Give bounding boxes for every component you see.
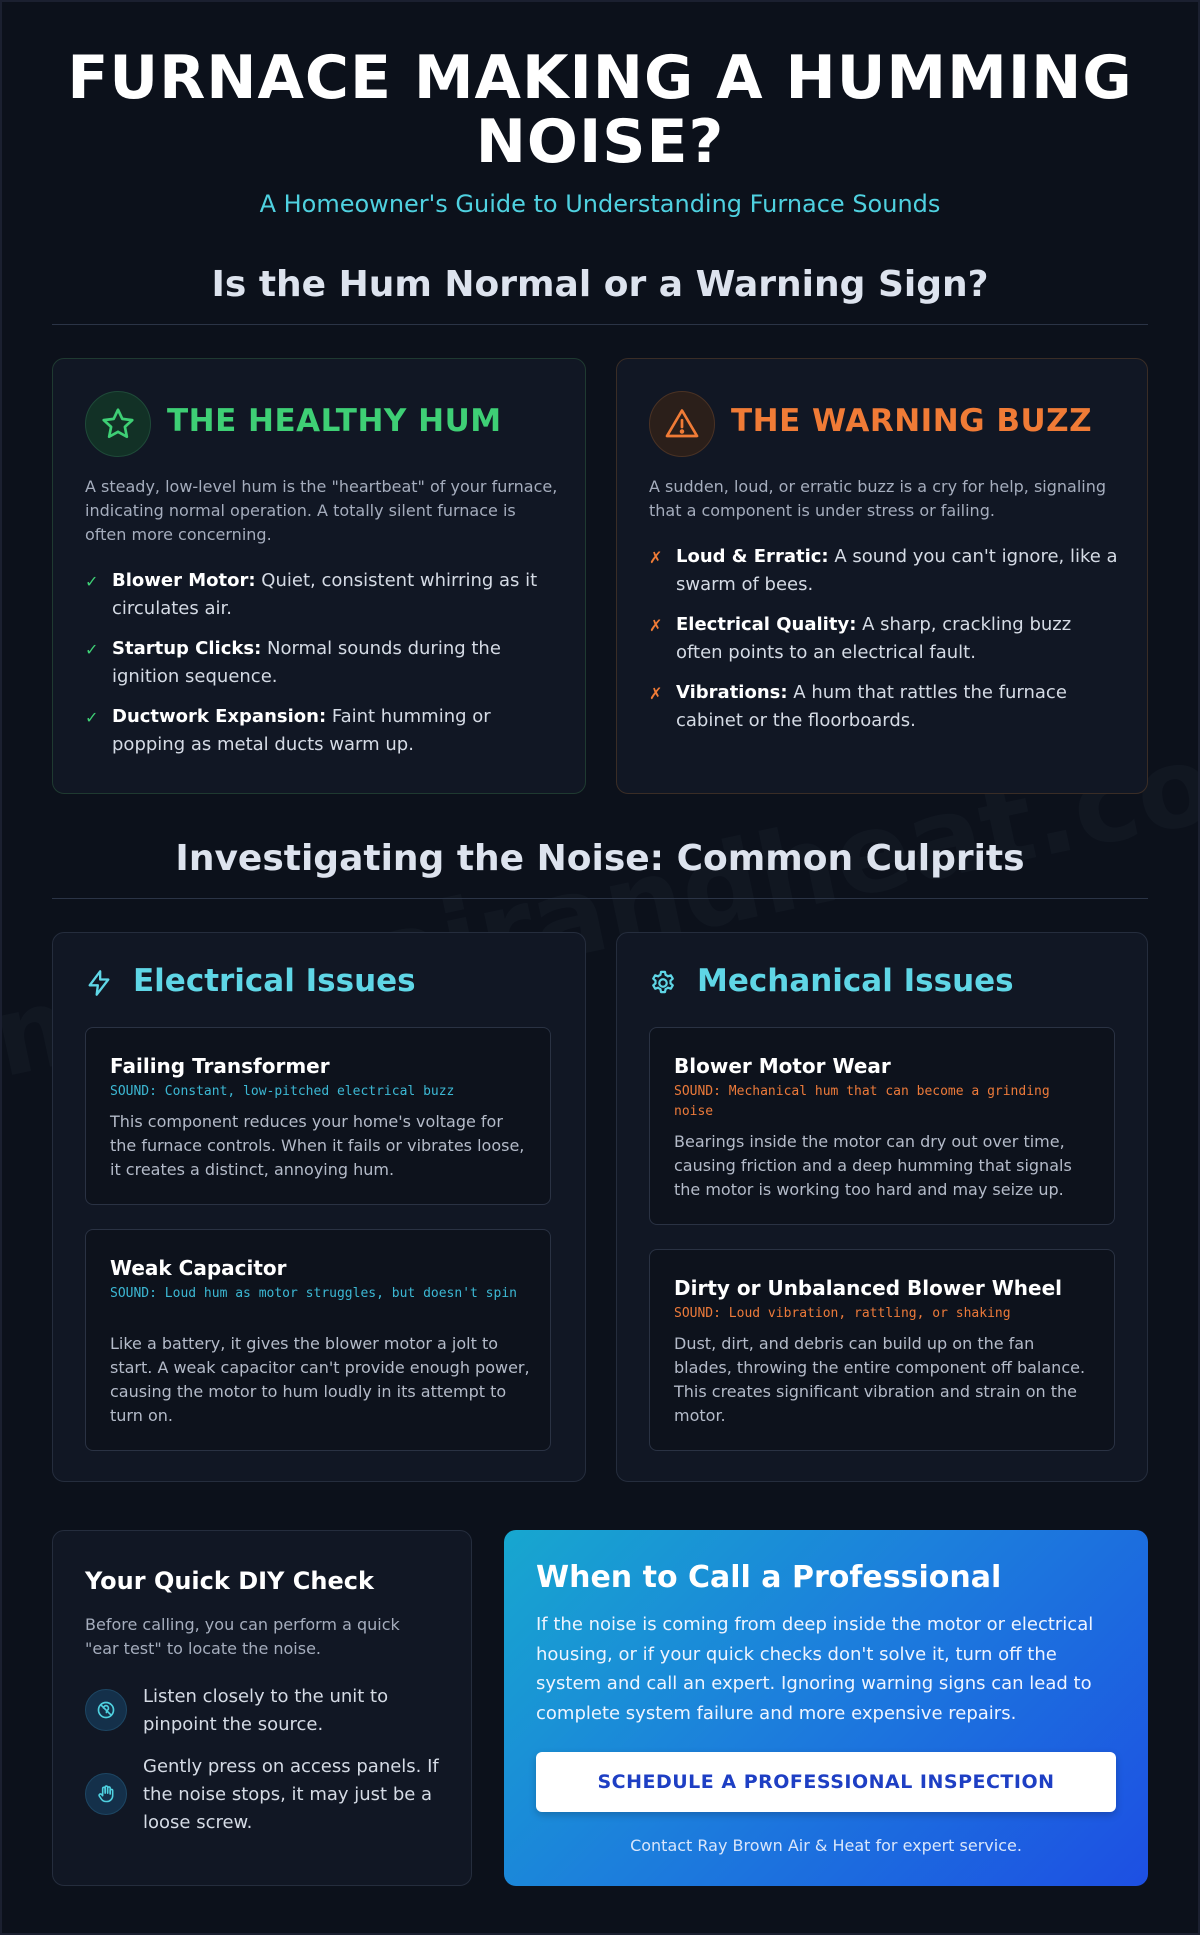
diy-check-card (52, 1530, 472, 1886)
diy-check-title: Your Quick DIY Check (85, 1567, 374, 1595)
culprit-card-capacitor (85, 1229, 551, 1451)
page-title: FURNACE MAKING A HUMMING NOISE? (67, 43, 1133, 177)
culprit-title: Weak Capacitor (110, 1256, 287, 1280)
warning-buzz-list (649, 543, 1123, 747)
culprit-sound: SOUND: Constant, low-pitched electrical buzz (110, 1084, 455, 1099)
item-text: A sound you can't ignore, like a swarm of bees. (676, 546, 1118, 595)
diy-step-text: Listen closely to the unit to pinpoint the source. (143, 1686, 389, 1735)
cross-icon: ✗ (649, 548, 663, 567)
culprit-title: Dirty or Unbalanced Blower Wheel (674, 1276, 1063, 1300)
item-label: Ductwork Expansion: (112, 706, 327, 727)
item-label: Startup Clicks: (112, 638, 262, 659)
culprit-sound: SOUND: Mechanical hum that can become a grinding noise (674, 1084, 1050, 1119)
check-icon: ✓ (85, 640, 99, 659)
warning-buzz-description: A sudden, loud, or erratic buzz is a cry for help, signaling that a component is under stress or failing. (649, 477, 1107, 520)
item-text: Normal sounds during the ignition sequence. (112, 638, 501, 687)
item-label: Electrical Quality: (676, 614, 857, 635)
item-text: A sharp, crackling buzz often points to an electrical fault. (676, 614, 1072, 663)
culprit-description: Bearings inside the motor can dry out over time, causing friction and a deep humming that signals the motor is working too hard and may seize up. (674, 1132, 1072, 1199)
cross-icon: ✗ (649, 684, 663, 703)
culprit-sound: SOUND: Loud hum as motor struggles, but doesn't spin (110, 1286, 517, 1301)
hand-icon (85, 1773, 127, 1815)
list-item (85, 567, 559, 623)
list-item (649, 611, 1123, 667)
item-label: Loud & Erratic: (676, 546, 829, 567)
item-label: Blower Motor: (112, 570, 256, 591)
section-title-hum: Is the Hum Normal or a Warning Sign? (211, 264, 989, 305)
contact-note: Contact Ray Brown Air & Heat for expert service. (630, 1836, 1022, 1855)
page-subtitle: A Homeowner's Guide to Understanding Furnace Sounds (259, 190, 941, 218)
healthy-hum-description: A steady, low-level hum is the "heartbeat" of your furnace, indicating normal operation. A totally silent furnace is often more concerning. (85, 477, 558, 544)
section-divider (52, 324, 1148, 325)
item-label: Vibrations: (676, 682, 788, 703)
electrical-issues-title: Electrical Issues (133, 963, 416, 999)
schedule-inspection-button[interactable]: SCHEDULE A PROFESSIONAL INSPECTION (536, 1752, 1116, 1812)
culprit-title: Blower Motor Wear (674, 1054, 891, 1078)
list-item (85, 703, 559, 759)
call-professional-title: When to Call a Professional (536, 1560, 1002, 1595)
culprit-sound: SOUND: Loud vibration, rattling, or shaking (674, 1306, 1011, 1321)
call-professional-card (504, 1530, 1148, 1886)
warning-buzz-title: THE WARNING BUZZ (731, 403, 1093, 439)
culprit-description: Like a battery, it gives the blower motor a jolt to start. A weak capacitor can't provide enough power, causing the motor to hum loudly in its attempt to turn on. (110, 1334, 530, 1425)
list-item (649, 543, 1123, 599)
ear-icon (85, 1689, 127, 1731)
cross-icon: ✗ (649, 616, 663, 635)
item-text: A hum that rattles the furnace cabinet or the floorboards. (676, 682, 1067, 731)
section-title-culprits: Investigating the Noise: Common Culprits (175, 838, 1025, 879)
mechanical-issues-title: Mechanical Issues (697, 963, 1014, 999)
culprit-card-blower-motor (649, 1027, 1115, 1225)
list-item (85, 635, 559, 691)
star-icon (85, 391, 151, 457)
culprit-description: Dust, dirt, and debris can build up on the fan blades, throwing the entire component off balance. This creates significant vibration and strain on the motor. (674, 1334, 1086, 1425)
diy-check-intro: Before calling, you can perform a quick "ear test" to locate the noise. (85, 1615, 400, 1658)
healthy-hum-card (52, 358, 586, 794)
section-divider (52, 898, 1148, 899)
item-text: Quiet, consistent whirring as it circulates air. (112, 570, 538, 619)
check-icon: ✓ (85, 572, 99, 591)
culprit-description: This component reduces your home's voltage for the furnace controls. When it fails or vibrates loose, it creates a distinct, annoying hum. (110, 1112, 525, 1179)
diy-step-text: Gently press on access panels. If the noise stops, it may just be a loose screw. (143, 1756, 439, 1833)
gear-icon (649, 969, 677, 997)
infographic-page (2, 2, 1198, 1933)
healthy-hum-list (85, 567, 559, 771)
culprit-card-blower-wheel (649, 1249, 1115, 1451)
call-professional-body: If the noise is coming from deep inside the motor or electrical housing, or if your quick checks don't solve it, turn off the system and call an expert. Ignoring warning signs can lead to complete system failure and more expensive repairs. (536, 1614, 1094, 1724)
check-icon: ✓ (85, 708, 99, 727)
culprit-title: Failing Transformer (110, 1054, 330, 1078)
mechanical-issues-card (616, 932, 1148, 1482)
culprit-card-transformer (85, 1027, 551, 1205)
healthy-hum-title: THE HEALTHY HUM (167, 403, 502, 439)
list-item (649, 679, 1123, 735)
lightning-bolt-icon (85, 969, 113, 997)
warning-buzz-card (616, 358, 1148, 794)
electrical-issues-card (52, 932, 586, 1482)
warning-triangle-icon (649, 391, 715, 457)
item-text: Faint humming or popping as metal ducts warm up. (112, 706, 491, 755)
